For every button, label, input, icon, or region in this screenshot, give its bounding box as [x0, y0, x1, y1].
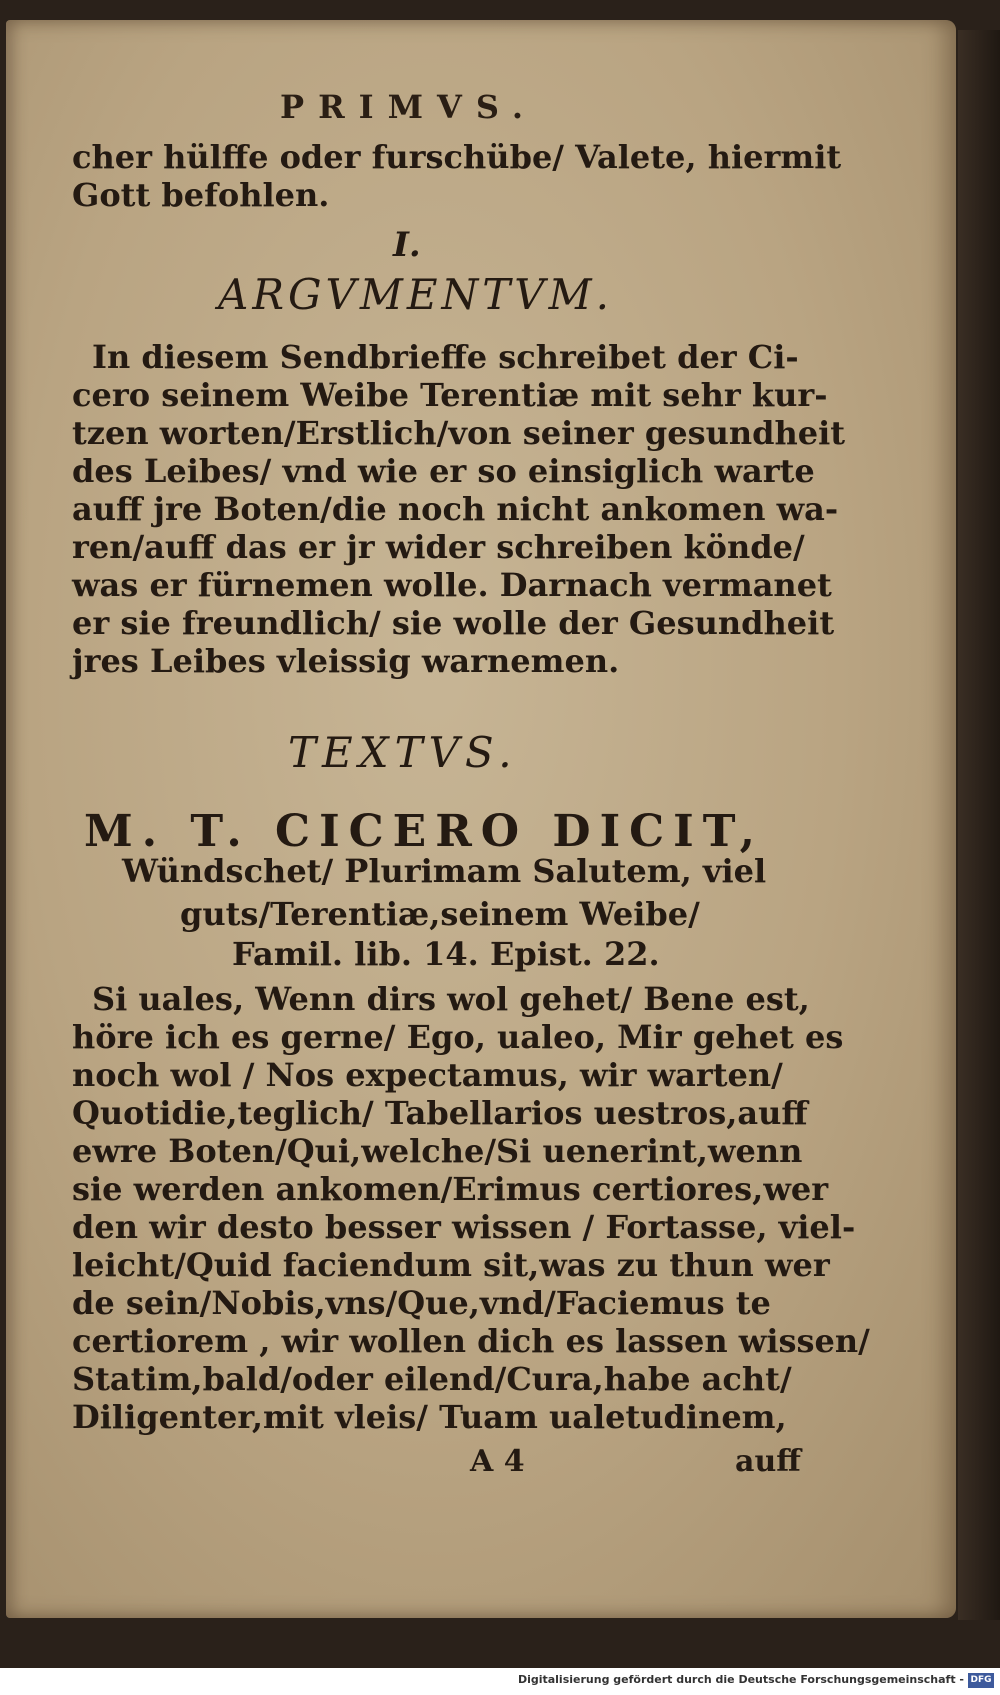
text-line: Si uales, Wenn dirs wol gehet/ Bene est,	[92, 980, 810, 1018]
text-line: sie werden ankomen/Erimus certiores,wer	[72, 1170, 829, 1208]
dfg-logo: DFG	[968, 1673, 994, 1688]
text-line: höre ich es gerne/ Ego, ualeo, Mir gehet es	[72, 1018, 844, 1056]
argument-line: auff jre Boten/die noch nicht ankomen wa-	[72, 490, 839, 528]
funding-credit: Digitalisierung gefördert durch die Deutsche Forschungsgemeinschaft -	[517, 1673, 964, 1686]
text-line: Statim,bald/oder eilend/Cura,habe acht/	[72, 1360, 792, 1398]
running-head: PRIMVS.	[280, 88, 537, 126]
argument-line: des Leibes/ vnd wie er so einsiglich warte	[72, 452, 815, 490]
text-line: leicht/Quid faciendum sit,was zu thun wer	[72, 1246, 830, 1284]
text-line: ewre Boten/Qui,welche/Si uenerint,wenn	[72, 1132, 803, 1170]
salutation-line: guts/Terentiæ,seinem Weibe/	[180, 895, 700, 933]
section-numeral: I.	[393, 225, 421, 265]
salutation-line: Wündschet/ Plurimam Salutem, viel	[122, 852, 767, 890]
argument-line: tzen worten/Erstlich/von seiner gesundheit	[72, 414, 846, 452]
textus-heading: TEXTVS.	[288, 728, 518, 777]
argument-line: cero seinem Weibe Terentiæ mit sehr kur-	[72, 376, 828, 414]
citation-line: Famil. lib. 14. Epist. 22.	[232, 935, 660, 973]
footer-bar	[0, 1668, 1000, 1695]
argument-line: er sie freundlich/ sie wolle der Gesundheit	[72, 604, 835, 642]
page-edge-shadow	[958, 30, 1000, 1620]
argument-line: jres Leibes vleissig warnemen.	[72, 642, 620, 680]
text-line: certiorem , wir wollen dich es lassen wissen/	[72, 1322, 870, 1360]
text-line: de sein/Nobis,vns/Que,vnd/Faciemus te	[72, 1284, 771, 1322]
salutation-heading: M. T. CICERO DICIT,	[84, 806, 764, 857]
text-line: cher hülffe oder furschübe/ Valete, hiermit	[72, 138, 842, 176]
text-line: noch wol / Nos expectamus, wir warten/	[72, 1056, 783, 1094]
argument-line: was er fürnemen wolle. Darnach vermanet	[72, 566, 832, 604]
text-line: den wir desto besser wissen / Fortasse, viel-	[72, 1208, 856, 1246]
catchword: auff	[735, 1444, 801, 1479]
argument-heading: ARGVMENTVM.	[218, 270, 613, 319]
text-line: Quotidie,teglich/ Tabellarios uestros,auff	[72, 1094, 808, 1132]
text-line: Diligenter,mit vleis/ Tuam ualetudinem,	[72, 1398, 787, 1436]
signature-mark: A 4	[470, 1444, 525, 1479]
argument-line: ren/auff das er jr wider schreiben könde/	[72, 528, 805, 566]
text-line: Gott befohlen.	[72, 176, 330, 214]
argument-line: In diesem Sendbrieffe schreibet der Ci-	[92, 338, 799, 376]
